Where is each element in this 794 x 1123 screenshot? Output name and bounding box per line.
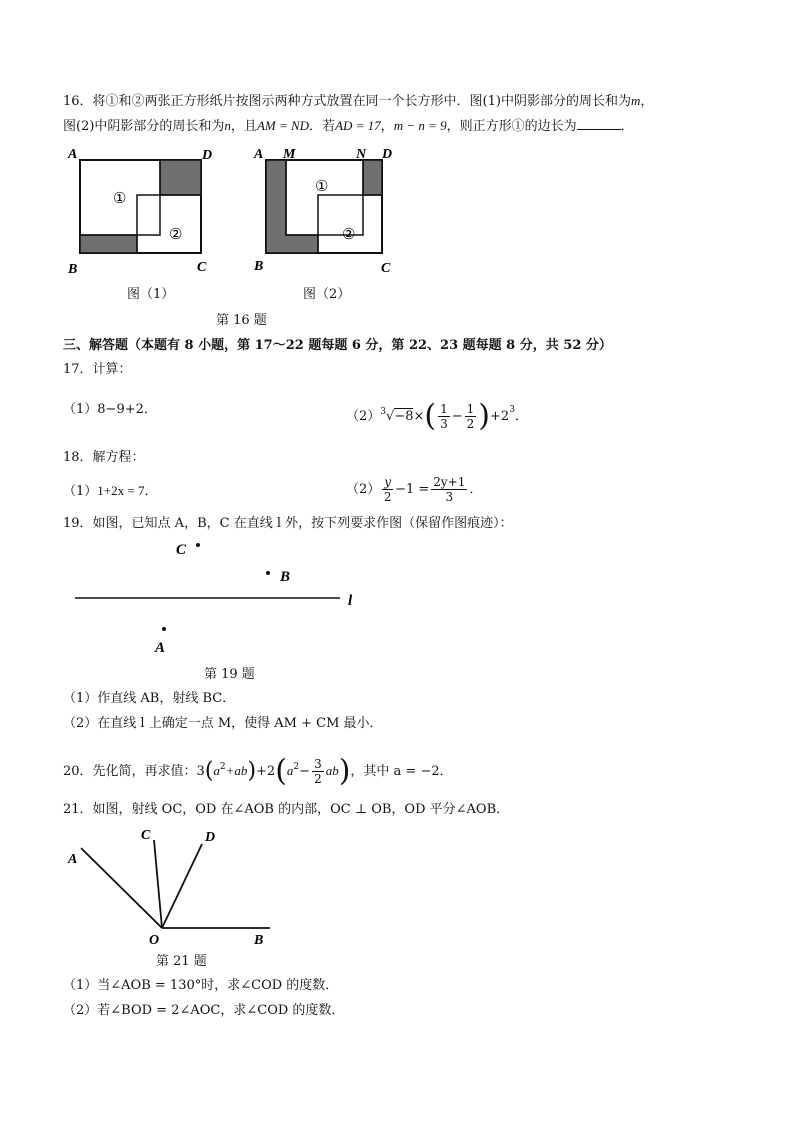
q21-label-C: C [141,828,151,843]
q16-text-2end: ． [620,119,634,134]
q16-text-1: 16．将①和②两张正方形纸片按图示两种方式放置在同一个长方形中．图(1)中阴影部分的周长和为 [63,94,631,109]
q17-p2-rparen: ) [478,398,491,434]
q18-p2-frac1-den: 2 [383,490,392,504]
q21-part2: （2）若∠BOD = 2∠AOC，求∠COD 的度数． [63,1003,345,1018]
q17-p2-root-sign: √ [386,409,395,424]
fig2-label-sq2: ② [342,227,356,243]
q18-p2-end: ． [469,482,483,497]
q18-part1 [63,482,157,501]
q16-fig2-caption: 图（2） [303,287,351,302]
q19-figure [70,535,370,660]
q17-p2-root-index: 3 [380,407,387,417]
fig1-label-A: A [68,147,78,162]
q20-lparen-2: ( [275,753,287,789]
q20-e10: ，其中 a = −2． [350,764,453,779]
q21-figure [62,822,282,952]
q17-p2-exp: 3 [509,405,515,415]
q20-frac-num: 3 [314,757,322,771]
q19-label-B: B [280,569,291,585]
q19-point-B [266,571,270,575]
q19-point-C [196,543,200,547]
q20-title: 20．先化简，再求值： [63,764,197,779]
q16-line2 [63,117,634,136]
q19-label-C: C [176,542,187,558]
q20-e3: 2 [219,762,226,772]
fig2-label-D: D [382,147,393,162]
q18-title: 18．解方程： [63,450,145,465]
q17-p2-radicand: −8 [394,409,414,424]
q17-p2-plus: +2 [490,409,510,424]
q21-label-B: B [254,933,264,948]
q19-part2: （2）在直线 l 上确定一点 M，使得 AM + CM 最小． [63,716,383,731]
q16-caption: 第 16 题 [216,313,267,328]
q16-text-2c: ．若 [309,119,336,134]
q16-var-n: n [224,118,231,133]
q18-p2-frac2 [431,475,467,504]
q18-p2-label: （2） [346,482,381,497]
q17-p2-frac2-num: 1 [466,402,475,416]
q20-e9: ab [325,763,339,778]
section3-title: 三、解答题（本题有 8 小题，第 17～22 题每题 6 分，第 22、23 题每题 8 分，共 52 分） [63,338,612,353]
fig1-square-2 [137,195,201,253]
q18-p1-label: （1） [63,484,98,499]
q17-p1-expr: 8−9+2． [97,402,157,417]
q17-p2-label: （2） [346,409,381,424]
q16-answer-blank[interactable] [577,117,621,130]
q16-ad: AD = 17 [335,118,381,133]
q19-point-A [162,627,166,631]
fig2-label-N: N [356,147,367,162]
q17-p2-end: ． [514,409,528,424]
q20-e8: − [299,764,311,779]
fig2-label-A: A [254,147,264,162]
q16-am-nd: AM = ND [256,118,310,133]
q16-line1 [63,92,653,111]
fig2-label-sq1: ① [315,179,329,195]
q19-label-l: l [348,593,353,609]
q16-text-2a: 图(2)中阴影部分的周长和为 [63,119,225,134]
q16-text-2b: ，且 [230,119,257,134]
q21-ray-OD [162,844,202,928]
q17-title: 17．计算： [63,362,132,377]
q17-p2-minus: − [451,409,463,424]
q21-label-O: O [149,933,160,948]
q16-text-2e: ，则正方形①的边长为 [446,119,577,134]
q20-line [63,747,453,787]
q20-frac [312,757,324,786]
q21-title: 21．如图，射线 OC，OD 在∠AOB 的内部，OC ⊥ OB，OD 平分∠AOB． [63,802,510,817]
q19-part1: （1）作直线 AB，射线 BC． [63,691,236,706]
q18-p2-mid: −1 = [395,482,430,497]
fig1-label-sq2: ② [169,227,183,243]
q16-fig1-caption: 图（1） [127,287,175,302]
fig1-label-C: C [197,260,207,275]
q17-p2-times: × [413,409,425,424]
q21-ray-OC [154,840,162,928]
fig2-label-M: M [283,147,296,162]
q16-text-2d: ， [380,119,394,134]
fig2-shade-right [363,160,382,195]
fig1-label-D: D [202,148,213,163]
q18-p2-frac2-den: 3 [445,490,454,504]
fig1-label-B: B [68,262,78,277]
q18-p2-frac1 [382,475,393,504]
q18-part2 [346,470,482,510]
q20-lparen-1: ( [204,758,214,784]
q18-p2-frac2-num: 2y+1 [433,475,466,489]
fig1-shade-top [160,160,201,195]
q20-rparen-2: ) [338,753,351,789]
q17-p1-label: （1） [63,402,98,417]
q16-mn: m − n = 9 [393,118,447,133]
fig1-shade-bottom [80,235,137,253]
q20-e7: 2 [293,762,300,772]
q19-title: 19．如图，已知点 A，B，C 在直线 l 外，按下列要求作图（保留作图痕迹）： [63,516,513,531]
fig2-label-C: C [381,261,391,276]
fig1-label-sq1: ① [113,191,127,207]
q21-caption: 第 21 题 [156,954,207,969]
q20-e5: +2 [256,764,276,779]
q17-part1 [63,401,157,419]
q19-caption: 第 19 题 [204,667,255,682]
q16-figure-1 [60,142,220,277]
fig2-square-1 [286,160,363,235]
q20-e2: a [213,763,220,778]
q17-p2-frac1 [438,402,450,431]
fig2-shade-L [266,160,318,253]
q20-e6: a [286,763,294,778]
q16-figure-2 [248,142,408,277]
q20-rparen-1: ) [247,758,257,784]
q16-var-m: m [630,93,641,108]
q18-p2-frac1-num: y [384,475,392,489]
q17-p2-frac2-den: 2 [466,417,475,431]
q21-ray-OA [81,848,162,928]
q18-p1-expr: 1+2x = 7． [97,483,158,498]
q20-e4: +ab [225,763,248,778]
q17-p2-lparen: ( [424,398,437,434]
q21-part1: （1）当∠AOB = 130°时，求∠COD 的度数． [63,978,339,993]
q17-part2 [346,389,528,434]
q20-frac-den: 2 [314,772,322,786]
q21-label-D: D [205,830,216,845]
q19-label-A: A [155,640,166,656]
fig2-square-2 [318,195,382,253]
q17-p2-frac2 [465,402,477,431]
q17-p2-frac1-num: 1 [440,402,448,416]
q17-p2-frac1-den: 3 [440,417,448,431]
q16-text-1-end: ， [640,94,654,109]
fig2-label-B: B [254,259,264,274]
q21-label-A: A [68,852,78,867]
q20-e1: 3 [196,764,205,779]
